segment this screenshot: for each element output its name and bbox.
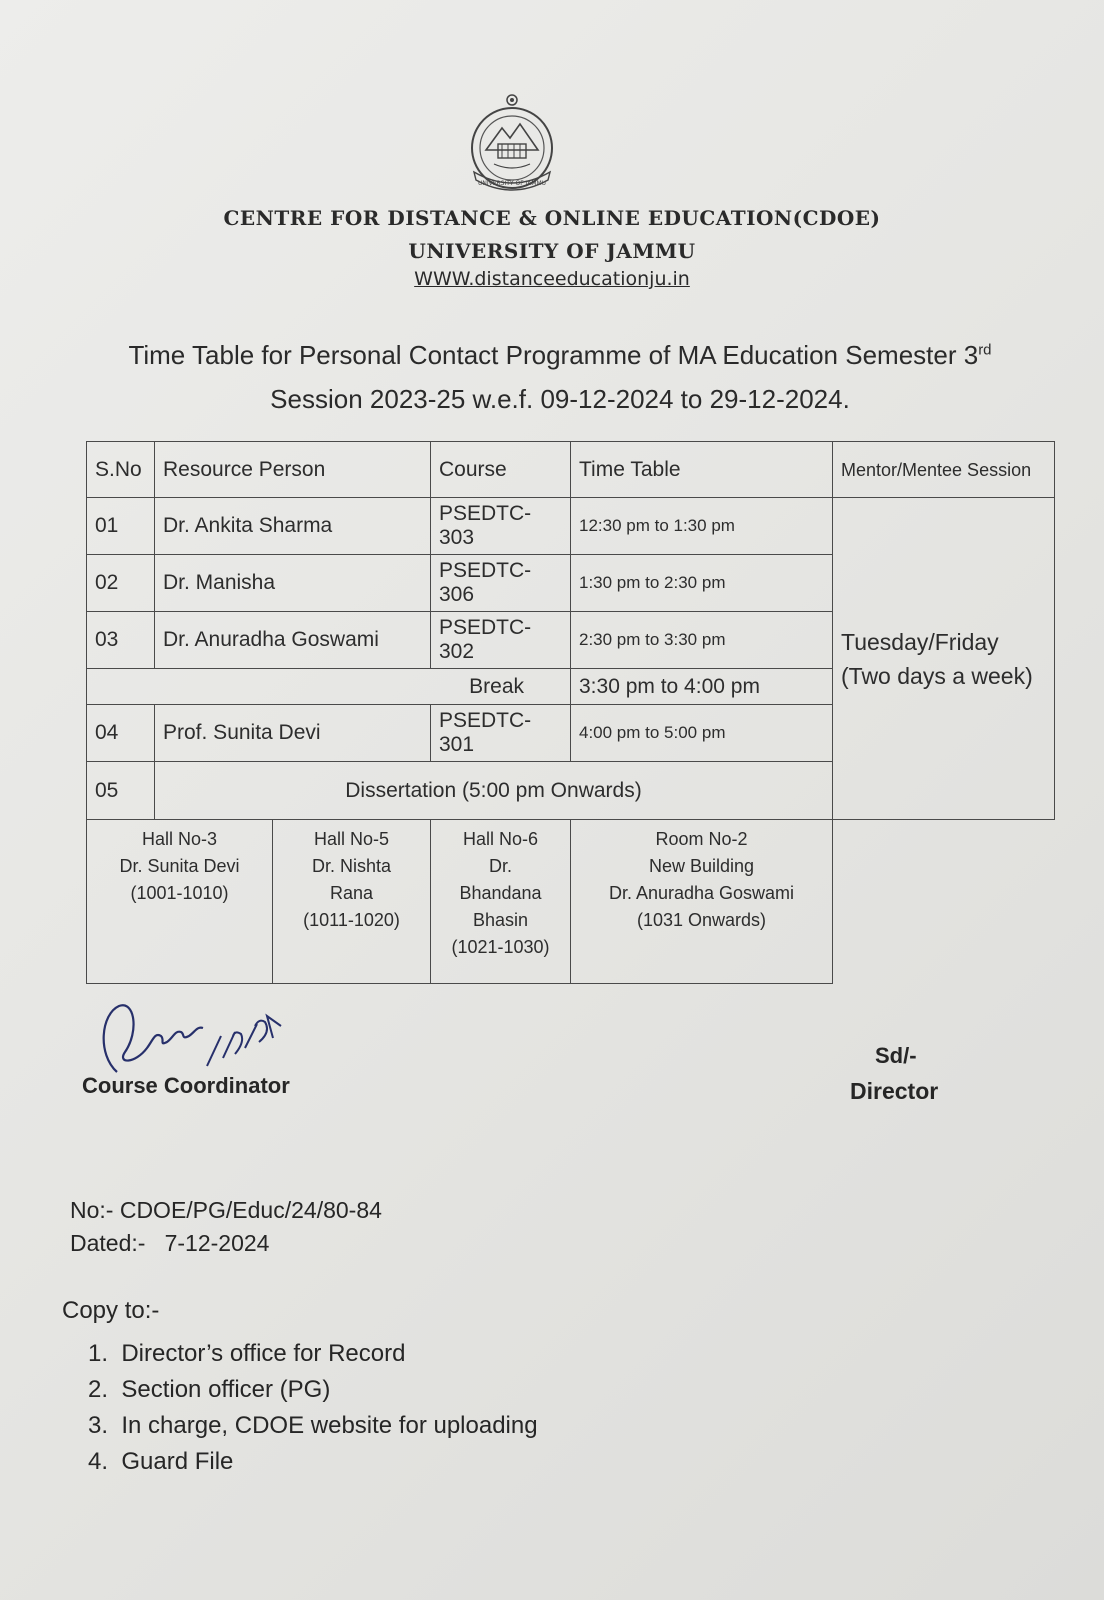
row-sno: 03	[87, 612, 155, 669]
hall-cell	[273, 820, 431, 984]
row-time: 1:30 pm to 2:30 pm	[571, 555, 833, 612]
timetable	[86, 441, 1055, 984]
document-title	[70, 340, 1050, 371]
row-sno: 01	[87, 498, 155, 555]
row-course: PSEDTC-303	[431, 498, 571, 555]
list-item: 2. Section officer (PG)	[88, 1376, 331, 1403]
list-item: 1. Director’s office for Record	[88, 1340, 406, 1367]
row-course: PSEDTC-306	[431, 555, 571, 612]
hall-line: Room No-2	[655, 829, 748, 849]
hall-line: Bhasin	[472, 910, 529, 930]
header-mentor-session: Mentor/Mentee Session	[833, 442, 1055, 498]
hall-line: Dr. Nishta	[311, 856, 392, 876]
row-time: 4:00 pm to 5:00 pm	[571, 705, 833, 762]
header-time-table: Time Table	[571, 442, 833, 498]
hall-cell	[571, 820, 833, 984]
header-resource-person: Resource Person	[155, 442, 431, 498]
row-sno: 04	[87, 705, 155, 762]
row-person: Dr. Anuradha Goswami	[155, 612, 431, 669]
list-item: 3. In charge, CDOE website for uploading	[88, 1412, 538, 1439]
title-superscript: rd	[978, 341, 992, 359]
row-sno: 05	[87, 762, 155, 820]
row-sno: 02	[87, 555, 155, 612]
hall-line: (1021-1030)	[451, 937, 550, 957]
dissertation-text: Dissertation (5:00 pm Onwards)	[155, 762, 833, 820]
copy-to-list	[88, 1336, 538, 1480]
hall-line: Dr. Sunita Devi	[119, 856, 240, 876]
hall-line: (1031 Onwards)	[636, 910, 767, 930]
row-course: PSEDTC-301	[431, 705, 571, 762]
hall-line: New Building	[648, 856, 755, 876]
svg-text:UNIVERSITY OF JAMMU: UNIVERSITY OF JAMMU	[477, 180, 547, 187]
hall-line: Dr.	[488, 856, 512, 876]
hall-line: (1001-1010)	[130, 883, 229, 903]
university-seal-icon	[464, 86, 560, 196]
row-course: PSEDTC-302	[431, 612, 571, 669]
row-person: Dr. Manisha	[155, 555, 431, 612]
hall-line: Hall No-3	[141, 829, 218, 849]
institute-name: CENTRE FOR DISTANCE & ONLINE EDUCATION(CDOE)	[223, 206, 881, 230]
hall-cell	[431, 820, 571, 984]
title-line-2: Session 2023-25 w.e.f. 09-12-2024 to 29-12-2024.	[270, 384, 850, 414]
header-course: Course	[431, 442, 571, 498]
row-person: Prof. Sunita Devi	[155, 705, 431, 762]
hall-line: Hall No-6	[462, 829, 539, 849]
director-label: Director	[850, 1078, 939, 1104]
hall-line: Dr. Anuradha Goswami	[608, 883, 795, 903]
hall-line: Hall No-5	[313, 829, 390, 849]
break-label: Break	[87, 669, 571, 705]
hall-cell	[87, 820, 273, 984]
row-person: Dr. Ankita Sharma	[155, 498, 431, 555]
break-time: 3:30 pm to 4:00 pm	[571, 669, 833, 705]
copy-to-label: Copy to:-	[62, 1297, 160, 1324]
row-time: 12:30 pm to 1:30 pm	[571, 498, 833, 555]
mentor-days: Tuesday/Friday (Two days a week)	[833, 498, 1055, 820]
website-link[interactable]: WWW.distanceeducationju.in	[414, 268, 690, 290]
header-sno: S.No	[87, 442, 155, 498]
course-coordinator-label: Course Coordinator	[82, 1073, 290, 1098]
table-row	[87, 498, 1055, 555]
title-line-1: Time Table for Personal Contact Programme of MA Education Semester 3	[128, 340, 979, 370]
hall-line: (1011-1020)	[303, 910, 400, 930]
hall-line: Bhandana	[459, 883, 542, 903]
table-header-row	[87, 442, 1055, 498]
halls-row	[87, 820, 1055, 984]
university-name: UNIVERSITY OF JAMMU	[408, 239, 696, 263]
sd-label: Sd/-	[875, 1043, 917, 1068]
handwritten-signature-icon	[95, 1002, 285, 1082]
reference-number: No:- CDOE/PG/Educ/24/80-84	[70, 1197, 382, 1223]
row-time: 2:30 pm to 3:30 pm	[571, 612, 833, 669]
list-item: 4. Guard File	[88, 1448, 234, 1475]
reference-date: Dated:- 7-12-2024	[70, 1230, 270, 1256]
hall-line: Rana	[329, 883, 374, 903]
